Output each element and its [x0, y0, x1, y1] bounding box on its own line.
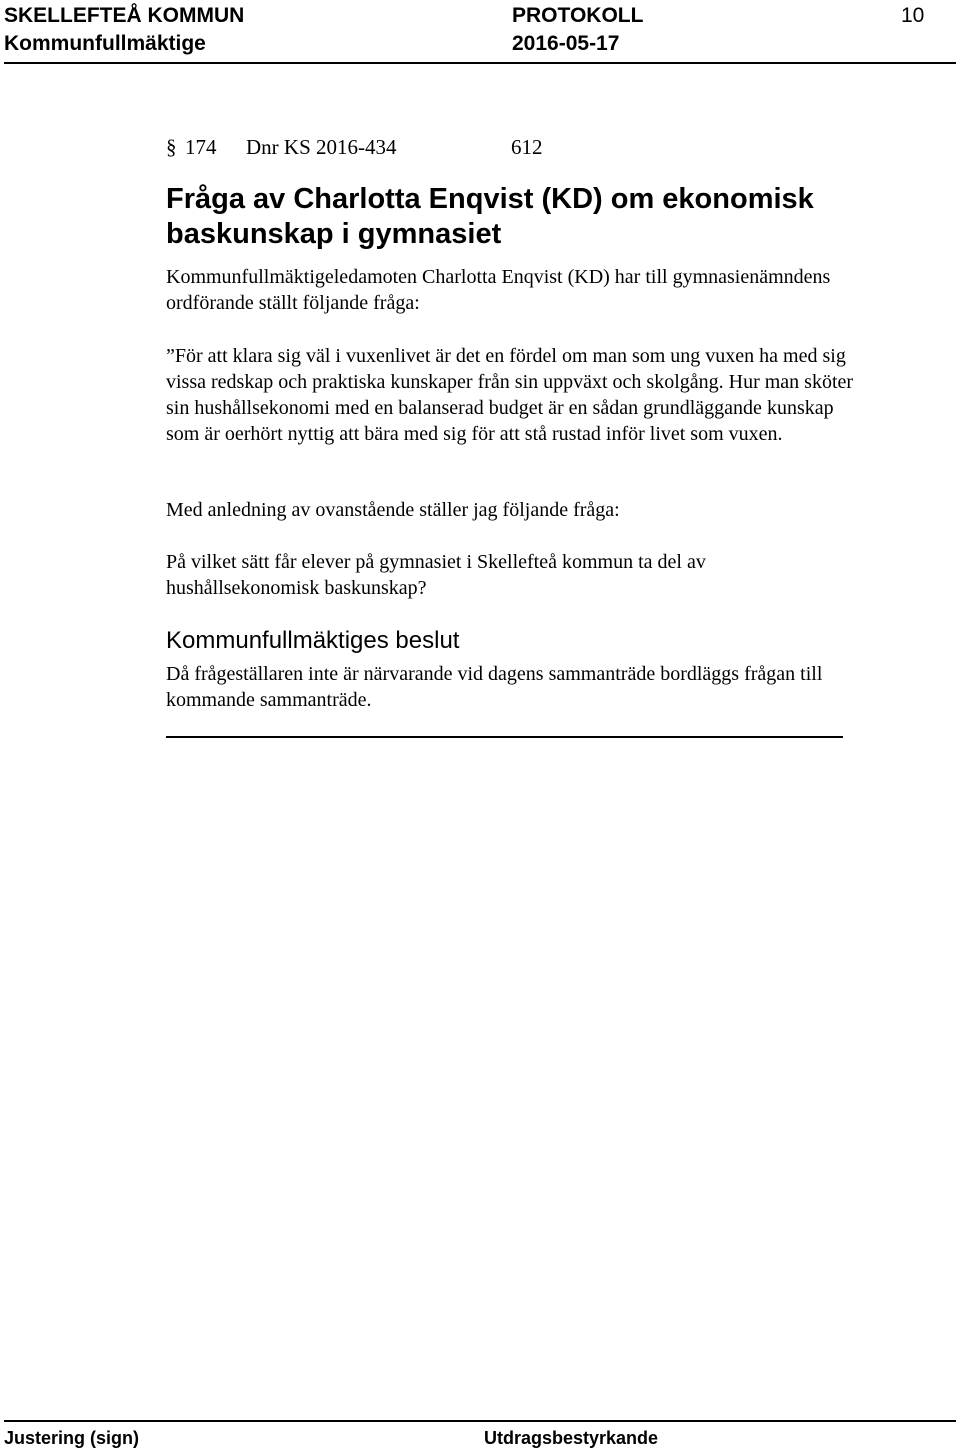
- item-reference: [166, 134, 856, 160]
- section-sign: §: [166, 135, 177, 159]
- decision-heading: Kommunfullmäktiges beslut: [166, 627, 460, 654]
- document-type: PROTOKOLL: [512, 4, 644, 27]
- section-end-line: [166, 736, 843, 738]
- intro-paragraph: Kommunfullmäktigeledamoten Charlotta Enqvist (KD) har till gymnasienämndens ordförande ställt följande fråga:: [166, 266, 831, 314]
- organization-name: SKELLEFTEÅ KOMMUN: [4, 4, 245, 27]
- item-title: Fråga av Charlotta Enqvist (KD) om ekonomisk baskunskap i gymnasiet: [166, 183, 814, 250]
- archive-code: 612: [511, 135, 543, 159]
- quoted-question-paragraph: ”För att klara sig väl i vuxenlivet är det en fördel om man som ung vuxen ha med sig vissa redskap och praktiska kunskaper från sin uppväxt och skolgång. Hur man sköter sin hushållsekonomi med en balanserad budget är en sådan grundläggande kunskap som är oerhört nyttig att bära med sig för att stå rustad inför livet som vuxen.: [166, 345, 854, 445]
- decision-body: Kommunfullmäktige: [4, 32, 206, 55]
- page-number: 10: [901, 4, 925, 27]
- decision-paragraph: Då frågeställaren inte är närvarande vid dagens sammanträde bordläggs frågan till kommande sammanträde.: [166, 663, 823, 711]
- header-divider: [4, 62, 956, 64]
- meeting-date: 2016-05-17: [512, 32, 620, 55]
- footer-divider: [4, 1420, 956, 1422]
- question-paragraph: På vilket sätt får elever på gymnasiet i Skellefteå kommun ta del av hushållsekonomisk baskunskap?: [166, 551, 706, 599]
- item-number: 174: [185, 135, 217, 159]
- signature-label: Justering (sign): [4, 1428, 140, 1448]
- diary-number: Dnr KS 2016-434: [246, 135, 397, 159]
- extract-label: Utdragsbestyrkande: [484, 1428, 659, 1448]
- reference-paragraph: Med anledning av ovanstående ställer jag följande fråga:: [166, 499, 620, 521]
